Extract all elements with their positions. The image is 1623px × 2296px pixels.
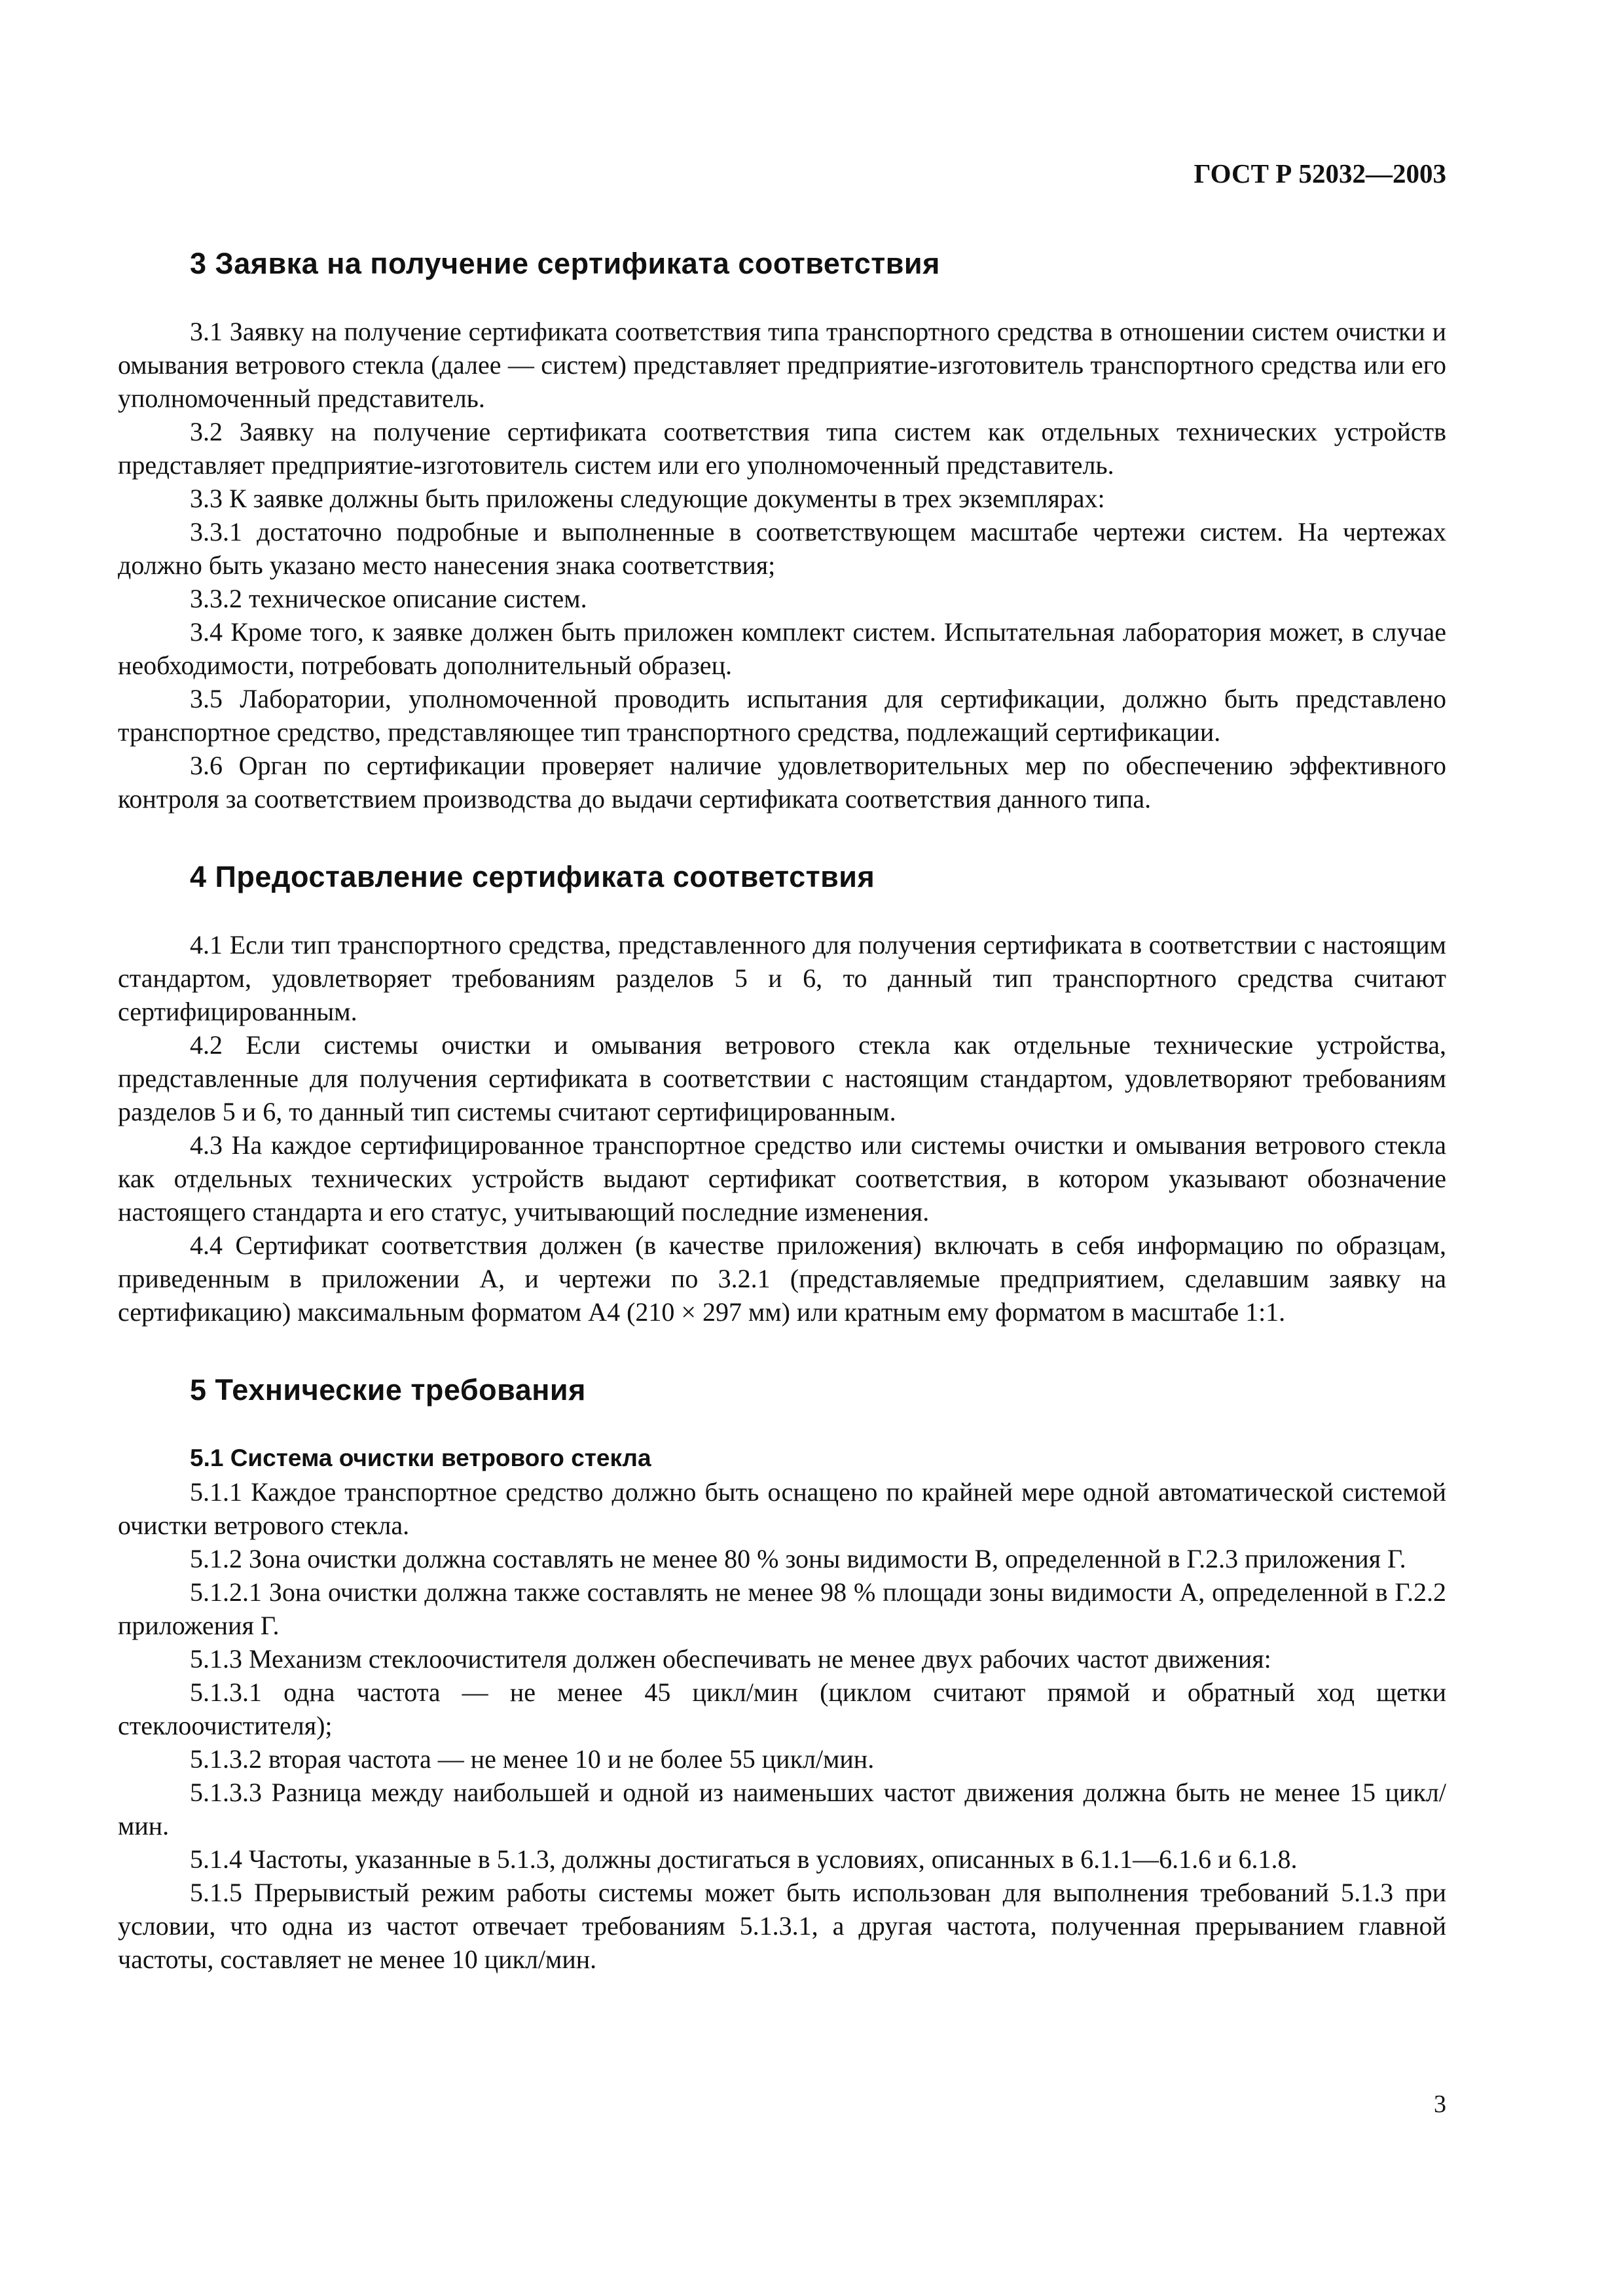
section-3-body	[118, 315, 1446, 816]
paragraph-3-3: 3.3 К заявке должны быть приложены следующие документы в трех экземплярах:	[190, 484, 1105, 513]
paragraph-3-3-1: 3.3.1 достаточно подробные и выполненные в соответствующем масштабе чертежи систем. На чертежах должно быть указано место нанесения знака соответствия;	[118, 517, 1446, 580]
paragraph-5-1-2: 5.1.2 Зона очистки должна составлять не менее 80 % зоны видимости B, определенной в Г.2.3 приложения Г.	[190, 1544, 1406, 1573]
paragraph-4-4: 4.4 Сертификат соответствия должен (в качестве приложения) включать в себя информацию по образцам, приведенным в приложении А, и чертежи по 3.2.1 (представляемые предприятием, сделавшим заявку на сертификацию) максимальным форматом А4 (210 × 297 мм) или кратным ему форматом в масштабе 1:1.	[118, 1230, 1446, 1327]
section-5-title: 5 Технические требования	[190, 1373, 586, 1407]
section-5-body	[118, 1441, 1446, 1976]
paragraph-5-1-5: 5.1.5 Прерывистый режим работы системы может быть использован для выполнения требований 5.1.3 при условии, что одна из частот отвечает требованиям 5.1.3.1, а другая частота, полученная прерыванием главной частоты, составляет не менее 10 цикл/мин.	[118, 1878, 1446, 1974]
paragraph-5-1-3: 5.1.3 Механизм стеклоочистителя должен обеспечивать не менее двух рабочих частот движения:	[190, 1644, 1271, 1674]
paragraph-5-1-3-1: 5.1.3.1 одна частота — не менее 45 цикл/мин (циклом считают прямой и обратный ход щетки стеклоочистителя);	[118, 1677, 1446, 1740]
paragraph-3-5: 3.5 Лаборатории, уполномоченной проводить испытания для сертификации, должно быть представлено транспортное средство, представляющее тип транспортного средства, подлежащий сертификации.	[118, 684, 1446, 747]
paragraph-3-6: 3.6 Орган по сертификации проверяет наличие удовлетворительных мер по обеспечению эффективного контроля за соответствием производства до выдачи сертификата соответствия данного типа.	[118, 751, 1446, 814]
subsection-5-1-title: 5.1 Система очистки ветрового стекла	[190, 1444, 651, 1471]
paragraph-3-2: 3.2 Заявку на получение сертификата соответствия типа систем как отдельных технических устройств представляет предприятие-изготовитель систем или его уполномоченный представитель.	[118, 417, 1446, 480]
section-4-body	[118, 928, 1446, 1329]
paragraph-5-1-3-2: 5.1.3.2 вторая частота — не менее 10 и не более 55 цикл/мин.	[190, 1744, 875, 1774]
paragraph-5-1-2-1: 5.1.2.1 Зона очистки должна также составлять не менее 98 % площади зоны видимости A, определенной в Г.2.2 приложения Г.	[118, 1577, 1446, 1640]
document-id-header: ГОСТ Р 52032—2003	[1194, 158, 1446, 188]
paragraph-3-1: 3.1 Заявку на получение сертификата соответствия типа транспортного средства в отношении систем очистки и омывания ветрового стекла (далее — систем) представляет предприятие-изготовитель транспортного средства или его уполномоченный представитель.	[118, 317, 1446, 413]
paragraph-3-3-2: 3.3.2 техническое описание систем.	[190, 584, 587, 613]
section-4-title: 4 Предоставление сертификата соответствия	[190, 860, 875, 893]
paragraph-4-1: 4.1 Если тип транспортного средства, представленного для получения сертификата в соответствии с настоящим стандартом, удовлетворяет требованиям разделов 5 и 6, то данный тип транспортного средства считают сертифицированным.	[118, 930, 1446, 1026]
page-number: 3	[1434, 2090, 1446, 2118]
paragraph-5-1-4: 5.1.4 Частоты, указанные в 5.1.3, должны достигаться в условиях, описанных в 6.1.1—6.1.6 и 6.1.8.	[190, 1844, 1298, 1874]
paragraph-5-1-1: 5.1.1 Каждое транспортное средство должно быть оснащено по крайней мере одной автоматической системой очистки ветрового стекла.	[118, 1477, 1446, 1540]
section-3-title: 3 Заявка на получение сертификата соответствия	[190, 247, 940, 280]
paragraph-4-2: 4.2 Если системы очистки и омывания ветрового стекла как отдельные технические устройства, представленные для получения сертификата в соответствии с настоящим стандартом, удовлетворяют требованиям разделов 5 и 6, то данный тип системы считают сертифицированным.	[118, 1030, 1446, 1126]
paragraph-4-3: 4.3 На каждое сертифицированное транспортное средство или системы очистки и омывания ветрового стекла как отдельных технических устройств выдают сертификат соответствия, в котором указывают обозначение настоящего стандарта и его статус, учитывающий последние изменения.	[118, 1130, 1446, 1227]
paragraph-5-1-3-3: 5.1.3.3 Разница между наибольшей и одной из наименьших частот движения должна быть не менее 15 цикл/мин.	[118, 1778, 1446, 1840]
paragraph-3-4: 3.4 Кроме того, к заявке должен быть приложен комплект систем. Испытательная лаборатория может, в случае необходимости, потребовать дополнительный образец.	[118, 617, 1446, 680]
